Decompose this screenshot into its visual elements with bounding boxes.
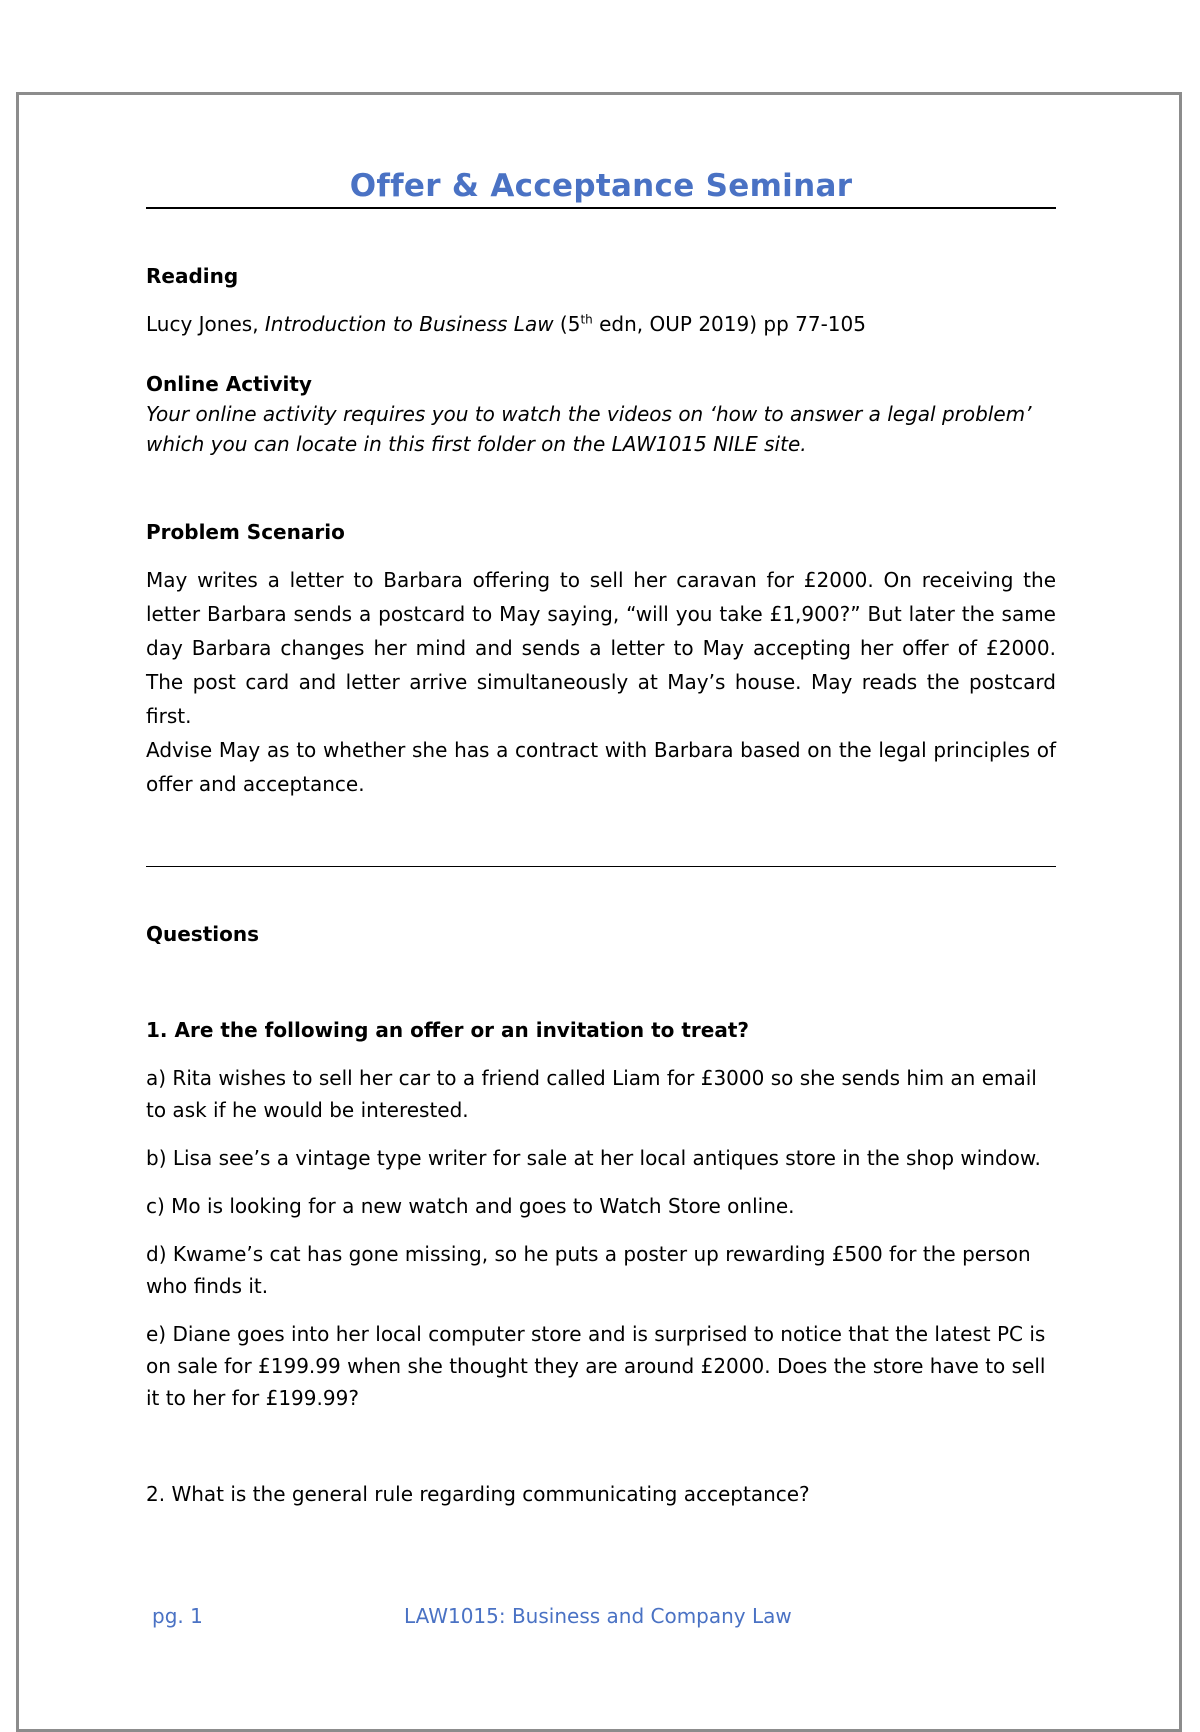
online-activity-line2: which you can locate in this first folder on the LAW1015 NILE site. <box>146 432 807 456</box>
question-2: 2. What is the general rule regarding communicating acceptance? <box>146 1482 810 1506</box>
footer-page-number: pg. 1 <box>152 1604 203 1628</box>
question-item-a: a) Rita wishes to sell her car to a friend called Liam for £3000 so she sends him an email to ask if he would be interested. <box>146 1066 1037 1122</box>
question-item-d: d) Kwame’s cat has gone missing, so he puts a poster up rewarding £500 for the person who finds it. <box>146 1242 1031 1298</box>
reading-author: Lucy Jones, <box>146 312 265 336</box>
problem-paragraph-1: May writes a letter to Barbara offering to sell her caravan for £2000. On receiving the letter Barbara sends a postcard to May saying, “will you take £1,900?” But later the same day Barbara changes her mind and sends a letter to May accepting her offer of £2000. The post card and letter arrive simultaneously at May’s house. May reads the postcard first. <box>146 568 1056 728</box>
question-item-e: e) Diane goes into her local computer store and is surprised to notice that the latest PC is on sale for £199.99 when she thought they are around £2000. Does the store have to sell it to her for £199.99? <box>146 1322 1046 1410</box>
online-activity-heading: Online Activity <box>146 372 312 396</box>
reading-heading: Reading <box>146 264 239 288</box>
reading-edition-post: edn, OUP 2019) pp 77-105 <box>592 312 866 336</box>
reading-book-title: Introduction to Business Law <box>264 312 554 336</box>
question-1: 1. Are the following an offer or an invitation to treat? <box>146 1018 750 1042</box>
reading-edition-sup: th <box>580 312 593 327</box>
section-divider <box>146 866 1056 867</box>
problem-heading: Problem Scenario <box>146 520 345 544</box>
online-activity-line1: Your online activity requires you to watch the videos on ‘how to answer a legal problem’ <box>146 402 1032 426</box>
page-title: Offer & Acceptance Seminar <box>349 168 853 204</box>
reading-edition-pre: (5 <box>553 312 581 336</box>
title-divider <box>146 207 1056 209</box>
question-item-c: c) Mo is looking for a new watch and goes to Watch Store online. <box>146 1194 795 1218</box>
footer-course-title: LAW1015: Business and Company Law <box>404 1604 792 1628</box>
problem-paragraph-2: Advise May as to whether she has a contract with Barbara based on the legal principles of offer and acceptance. <box>146 738 1056 796</box>
questions-heading: Questions <box>146 922 260 946</box>
reading-citation <box>146 308 1056 340</box>
question-item-b: b) Lisa see’s a vintage type writer for sale at her local antiques store in the shop window. <box>146 1146 1041 1170</box>
